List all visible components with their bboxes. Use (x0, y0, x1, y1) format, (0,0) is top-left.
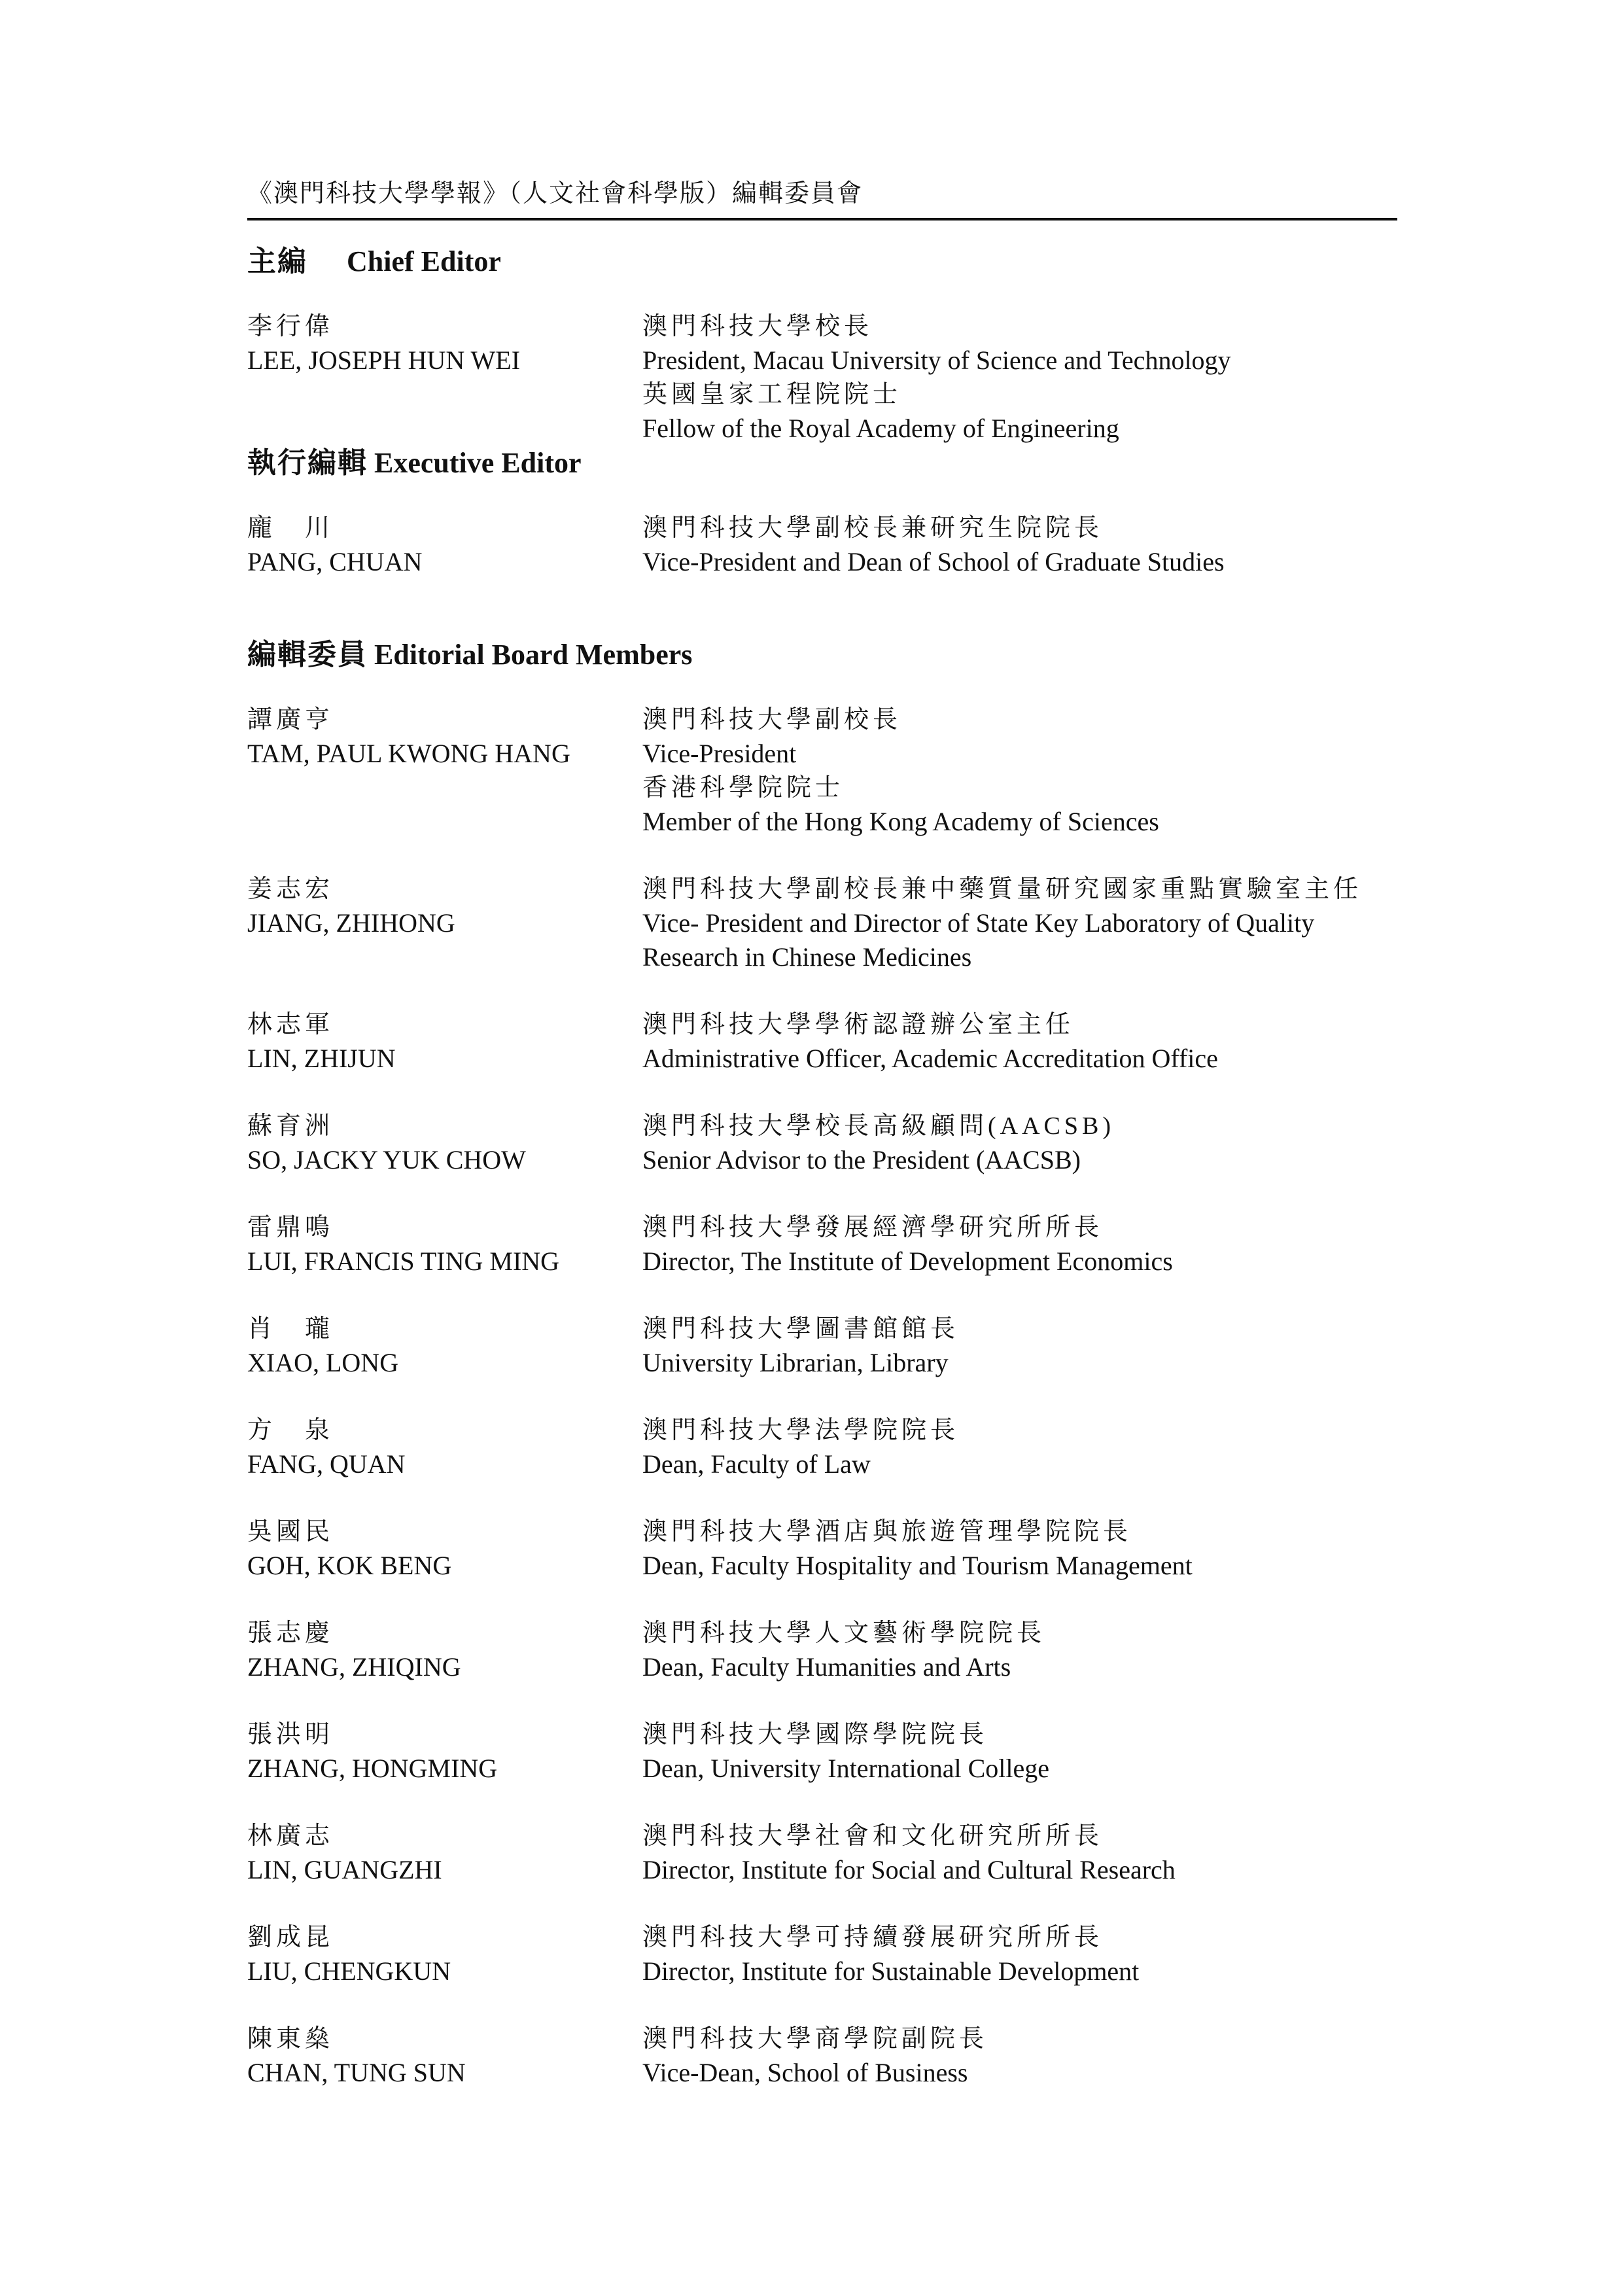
member-name-zh: 方 泉 (247, 1416, 334, 1444)
member-role-line: 澳門科技大學社會和文化研究所所長 (642, 1822, 1104, 1850)
member-name-zh: 姜志宏 (247, 875, 334, 903)
member-entry (247, 1718, 1397, 1786)
member-name (247, 1210, 642, 1279)
member-role-line: 香港科學院院士 (642, 773, 845, 802)
member-role-line: 澳門科技大學發展經濟學研究所所長 (642, 1213, 1104, 1241)
member-entry (247, 1210, 1397, 1279)
member-role-line: Director, The Institute of Development Economics (642, 1246, 1173, 1276)
member-role-line: 澳門科技大學商學院副院長 (642, 2024, 988, 2053)
chief-editor-heading (247, 245, 1397, 279)
member-name-zh: 吳國民 (247, 1517, 334, 1545)
member-roles (642, 1210, 1397, 1279)
member-name-zh: 雷鼎鳴 (247, 1213, 334, 1241)
member-name (247, 1616, 642, 1684)
member-role-line: Dean, University International College (642, 1753, 1050, 1783)
member-name (247, 1008, 642, 1076)
member-role-line: 澳門科技大學人文藝術學院院長 (642, 1619, 1046, 1647)
editorial-board-heading-zh: 編輯委員 (247, 639, 368, 671)
member-role-line: Vice- President and Director of State Key Laboratory of Quality (642, 908, 1315, 938)
member-name-zh: 張志慶 (247, 1619, 334, 1647)
member-name-en: ZHANG, ZHIQING (247, 1651, 461, 1682)
chief-editor-heading-zh: 主編 (247, 245, 307, 277)
member-entry (247, 309, 1397, 446)
member-role-line: Fellow of the Royal Academy of Engineering (642, 413, 1119, 443)
member-roles (642, 1920, 1397, 1988)
member-role-line: 澳門科技大學可持續發展研究所所長 (642, 1923, 1104, 1951)
member-name (247, 1312, 642, 1380)
member-roles (642, 1413, 1397, 1481)
member-role-line: 澳門科技大學校長 (642, 312, 873, 340)
member-entry (247, 1515, 1397, 1583)
editorial-board-heading (247, 638, 1397, 673)
member-roles (642, 1616, 1397, 1684)
member-role-line: Administrative Officer, Academic Accreditation Office (642, 1043, 1218, 1073)
member-name-en: GOH, KOK BENG (247, 1550, 452, 1580)
member-roles (642, 1109, 1397, 1177)
member-name (247, 2022, 642, 2090)
member-role-line: 澳門科技大學圖書館館長 (642, 1315, 960, 1343)
member-role-line: 英國皇家工程院院士 (642, 380, 902, 408)
member-name-zh: 劉成昆 (247, 1923, 334, 1951)
member-entry (247, 1413, 1397, 1481)
member-name-en: JIANG, ZHIHONG (247, 908, 455, 938)
member-entry (247, 1109, 1397, 1177)
member-entry (247, 703, 1397, 839)
member-name (247, 1413, 642, 1481)
member-name (247, 511, 642, 579)
member-roles (642, 309, 1397, 446)
member-role-line: Senior Advisor to the President (AACSB) (642, 1144, 1081, 1174)
member-name (247, 1920, 642, 1988)
member-name-zh: 肖 瓏 (247, 1315, 334, 1343)
member-name-en: TAM, PAUL KWONG HANG (247, 738, 570, 768)
member-name-zh: 李行偉 (247, 312, 334, 340)
member-role-line: President, Macau University of Science and Technology (642, 345, 1231, 375)
member-role-line: 澳門科技大學酒店與旅遊管理學院院長 (642, 1517, 1132, 1545)
member-roles (642, 1819, 1397, 1887)
executive-editor-list (247, 511, 1397, 579)
member-role-line: 澳門科技大學校長高級顧問(AACSB) (642, 1112, 1115, 1140)
member-role-line: Vice-President and Dean of School of Graduate Studies (642, 546, 1225, 576)
member-entry (247, 511, 1397, 579)
member-name (247, 1718, 642, 1786)
chief-editor-section (247, 245, 1397, 479)
editorial-board-section (247, 638, 1397, 2123)
chief-editor-heading-en: Chief Editor (347, 245, 501, 277)
member-roles (642, 1515, 1397, 1583)
member-roles (642, 2022, 1397, 2090)
member-name-zh: 龐 川 (247, 514, 334, 542)
member-name-en: CHAN, TUNG SUN (247, 2057, 466, 2087)
executive-editor-section (247, 446, 1397, 612)
member-name-zh: 林廣志 (247, 1822, 334, 1850)
member-role-line: 澳門科技大學國際學院院長 (642, 1720, 988, 1748)
member-role-line: Member of the Hong Kong Academy of Sciences (642, 806, 1159, 836)
member-name-en: LIU, CHENGKUN (247, 1956, 451, 1986)
member-name-en: FANG, QUAN (247, 1449, 406, 1479)
member-entry (247, 1819, 1397, 1887)
member-entry (247, 1008, 1397, 1076)
member-name-en: LUI, FRANCIS TING MING (247, 1246, 560, 1276)
member-role-line: 澳門科技大學副校長 (642, 705, 902, 733)
member-role-line: Director, Institute for Social and Cultural Research (642, 1854, 1176, 1884)
member-role-line: University Librarian, Library (642, 1347, 949, 1377)
page-header: 《澳門科技大學學報》（人文社會科學版）編輯委員會 (247, 173, 1397, 221)
member-role-line: Dean, Faculty Humanities and Arts (642, 1651, 1011, 1682)
member-name-en: LEE, JOSEPH HUN WEI (247, 345, 521, 375)
member-name (247, 309, 642, 446)
executive-editor-heading-en: Executive Editor (374, 447, 582, 479)
member-role-line: Dean, Faculty of Law (642, 1449, 871, 1479)
member-role-line: Director, Institute for Sustainable Development (642, 1956, 1140, 1986)
member-roles (642, 703, 1397, 839)
editorial-board-heading-en: Editorial Board Members (374, 639, 693, 671)
member-name-en: LIN, ZHIJUN (247, 1043, 396, 1073)
member-name-en: LIN, GUANGZHI (247, 1854, 442, 1884)
member-roles (642, 1008, 1397, 1076)
member-roles (642, 511, 1397, 579)
member-name (247, 1109, 642, 1177)
member-name (247, 1515, 642, 1583)
member-name-zh: 蘇育洲 (247, 1112, 334, 1140)
member-name-en: XIAO, LONG (247, 1347, 399, 1377)
member-role-line: Dean, Faculty Hospitality and Tourism Management (642, 1550, 1193, 1580)
member-role-line: 澳門科技大學學術認證辦公室主任 (642, 1010, 1075, 1038)
member-roles (642, 872, 1397, 974)
member-name-zh: 林志軍 (247, 1010, 334, 1038)
member-name (247, 872, 642, 974)
member-roles (642, 1718, 1397, 1786)
member-name (247, 703, 642, 839)
member-roles (642, 1312, 1397, 1380)
member-name-en: ZHANG, HONGMING (247, 1753, 498, 1783)
member-role-line: Vice-Dean, School of Business (642, 2057, 968, 2087)
member-entry (247, 1312, 1397, 1380)
member-role-line: 澳門科技大學副校長兼中藥質量研究國家重點實驗室主任 (642, 875, 1363, 903)
member-name-zh: 譚廣亨 (247, 705, 334, 733)
member-name-en: PANG, CHUAN (247, 546, 423, 576)
member-entry (247, 872, 1397, 974)
member-name-en: SO, JACKY YUK CHOW (247, 1144, 526, 1174)
member-entry (247, 1920, 1397, 1988)
chief-editor-list (247, 309, 1397, 446)
member-name (247, 1819, 642, 1887)
editorial-board-list (247, 703, 1397, 2090)
member-name-zh: 陳東燊 (247, 2024, 334, 2053)
member-entry (247, 2022, 1397, 2090)
member-name-zh: 張洪明 (247, 1720, 334, 1748)
member-role-line: 澳門科技大學副校長兼研究生院院長 (642, 514, 1104, 542)
executive-editor-heading-zh: 執行編輯 (247, 447, 368, 479)
member-role-line: Vice-President (642, 738, 797, 768)
member-role-line: Research in Chinese Medicines (642, 942, 972, 972)
member-role-line: 澳門科技大學法學院院長 (642, 1416, 960, 1444)
member-entry (247, 1616, 1397, 1684)
executive-editor-heading (247, 446, 1397, 481)
